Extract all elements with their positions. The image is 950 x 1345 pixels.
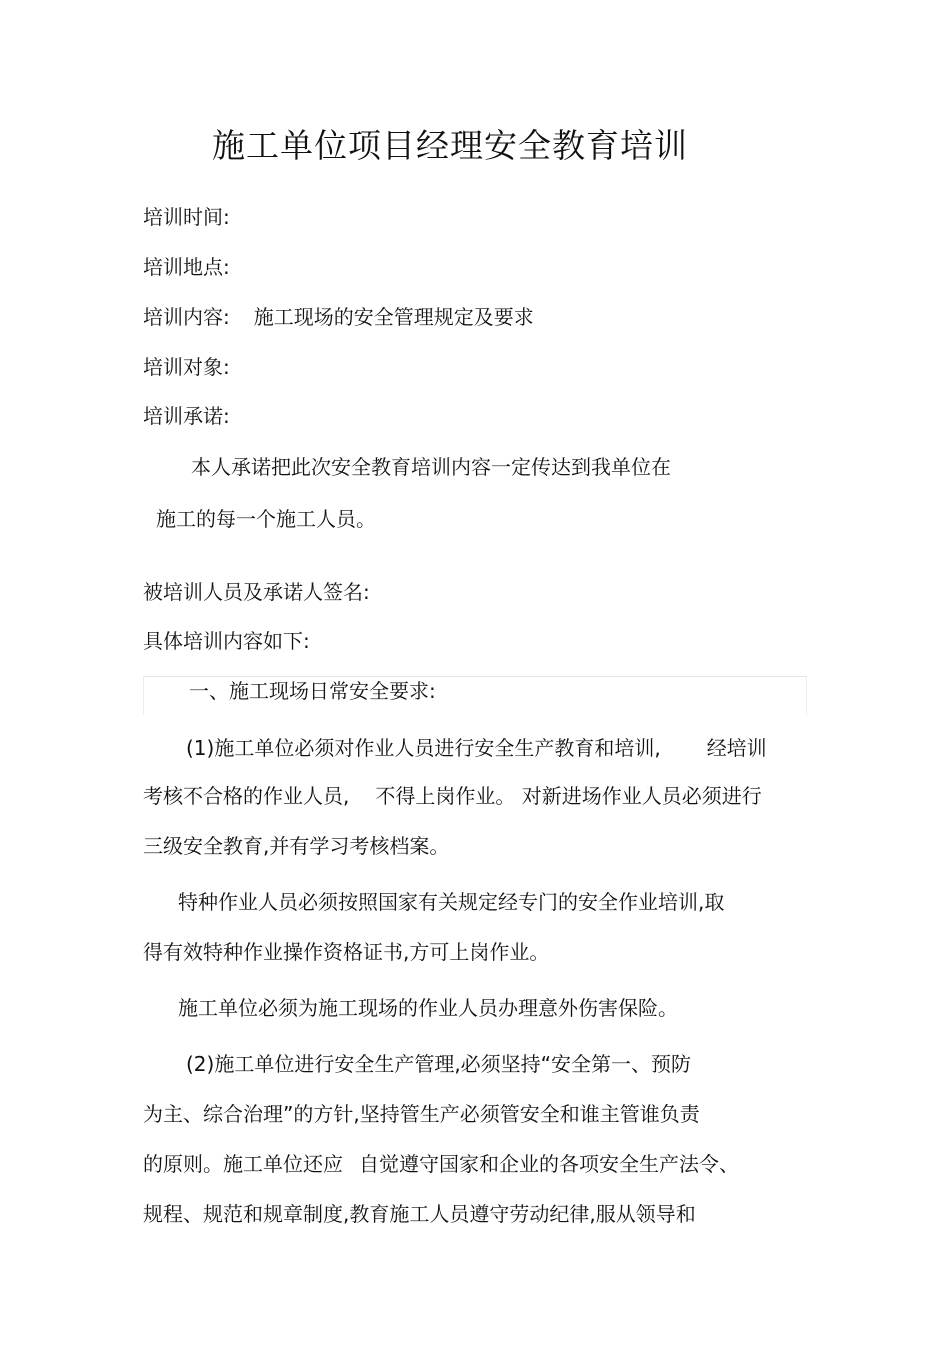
signature-label: 被培训人员及承诺人签名:	[143, 580, 370, 604]
paragraph-1-line-1-part-b: 经培训	[706, 736, 767, 760]
paragraph-4-line-4: 规程、规范和规章制度,教育施工人员遵守劳动纪律,服从领导和	[143, 1202, 696, 1226]
paragraph-1-line-1-part-a: (1)施工单位必须对作业人员进行安全生产教育和培训,	[186, 736, 661, 760]
paragraph-1-line-2	[143, 782, 762, 810]
paragraph-4-line-1: (2)施工单位进行安全生产管理,必须坚持“安全第一、预防	[186, 1052, 692, 1076]
paragraph-4-line-3	[143, 1150, 739, 1178]
training-promise-label: 培训承诺:	[143, 404, 230, 428]
paragraph-2-line-2: 得有效特种作业操作资格证书,方可上岗作业。	[143, 940, 550, 964]
paragraph-2-line-1: 特种作业人员必须按照国家有关规定经专门的安全作业培训,取	[178, 890, 725, 914]
paragraph-1-line-1	[186, 734, 767, 762]
training-place-label: 培训地点:	[143, 255, 230, 279]
paragraph-4-line-2: 为主、综合治理”的方针,坚持管生产必须管安全和谁主管谁负责	[143, 1102, 700, 1126]
training-content-label: 培训内容:	[143, 305, 230, 329]
training-target-label: 培训对象:	[143, 355, 230, 379]
training-content-row	[143, 303, 534, 331]
paragraph-1-line-2-part-a: 考核不合格的作业人员,	[143, 784, 350, 808]
paragraph-1-line-3: 三级安全教育,并有学习考核档案。	[143, 834, 450, 858]
document-title: 施工单位项目经理安全教育培训	[212, 126, 688, 165]
training-time-label: 培训时间:	[143, 205, 230, 229]
promise-line-1: 本人承诺把此次安全教育培训内容一定传达到我单位在	[191, 455, 671, 479]
paragraph-3-line-1: 施工单位必须为施工现场的作业人员办理意外伤害保险。	[178, 996, 678, 1020]
training-content-value: 施工现场的安全管理规定及要求	[253, 305, 534, 329]
paragraph-1-line-2-part-b: 不得上岗作业。 对新进场作业人员必须进行	[375, 784, 762, 808]
paragraph-4-line-3-part-b: 自觉遵守国家和企业的各项安全生产法令、	[359, 1152, 739, 1176]
section-1-heading: 一、施工现场日常安全要求:	[189, 679, 436, 703]
content-intro: 具体培训内容如下:	[143, 629, 310, 653]
paragraph-4-line-3-part-a: 的原则。施工单位还应	[143, 1152, 343, 1176]
promise-line-2: 施工的每一个施工人员。	[156, 507, 376, 531]
